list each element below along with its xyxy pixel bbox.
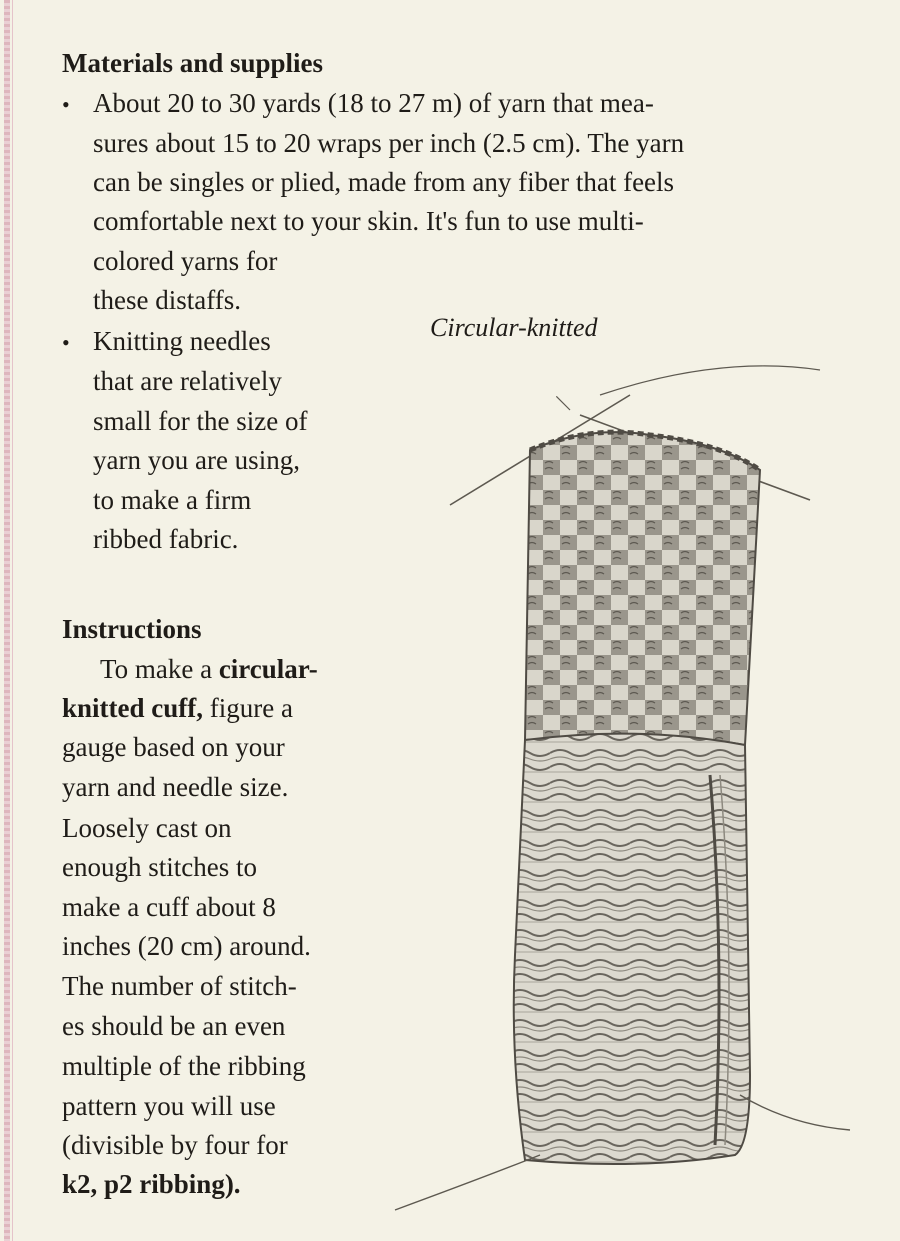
bold-term: circular- (218, 654, 318, 684)
text-line: ribbed fabric. (93, 524, 239, 554)
instructions-line (100, 653, 318, 685)
instructions-line: Loosely cast on (62, 813, 232, 843)
instructions-line: gauge based on your (62, 732, 285, 762)
text-line: Knitting needles (93, 326, 271, 356)
text-line: comfortable next to your skin. It's fun to use multi- (93, 206, 644, 236)
text-line: that are relatively (93, 366, 282, 396)
instructions-line (62, 692, 293, 724)
text-line: About 20 to 30 yards (18 to 27 m) of yarn that mea- (93, 88, 654, 118)
text-line: colored yarns for (93, 246, 278, 276)
text-line: small for the size of (93, 406, 308, 436)
text-span: figure a (203, 693, 293, 723)
text-line: to make a firm (93, 485, 252, 515)
figure-caption: Circular-knitted (430, 313, 598, 342)
page-margin-rule-inner (12, 0, 13, 1241)
instructions-line: inches (20 cm) around. (62, 931, 311, 961)
text-line: yarn you are using, (93, 445, 300, 475)
knitted-cuff-illustration (390, 355, 860, 1225)
bold-term: knitted cuff, (62, 693, 203, 723)
instructions-line: multiple of the ribbing (62, 1051, 306, 1081)
materials-heading: Materials and supplies (62, 48, 324, 78)
instructions-line: make a cuff about 8 (62, 892, 276, 922)
text-span: To make a (100, 654, 219, 684)
instructions-line: The number of stitch- (62, 971, 297, 1001)
instructions-line: (divisible by four for (62, 1130, 288, 1160)
instructions-line: es should be an even (62, 1011, 286, 1041)
text-line: sures about 15 to 20 wraps per inch (2.5 cm). The yarn (93, 128, 685, 158)
instructions-line: k2, p2 ribbing). (62, 1169, 241, 1199)
bullet-icon: • (62, 92, 70, 117)
text-line: can be singles or plied, made from any fiber that feels (93, 167, 675, 197)
instructions-line: yarn and needle size. (62, 772, 289, 802)
instructions-line: pattern you will use (62, 1091, 276, 1121)
instructions-line: enough stitches to (62, 852, 257, 882)
bullet-icon: • (62, 330, 70, 355)
instructions-heading: Instructions (62, 614, 202, 644)
text-line: these distaffs. (93, 285, 241, 315)
page-margin-rule (4, 0, 10, 1241)
